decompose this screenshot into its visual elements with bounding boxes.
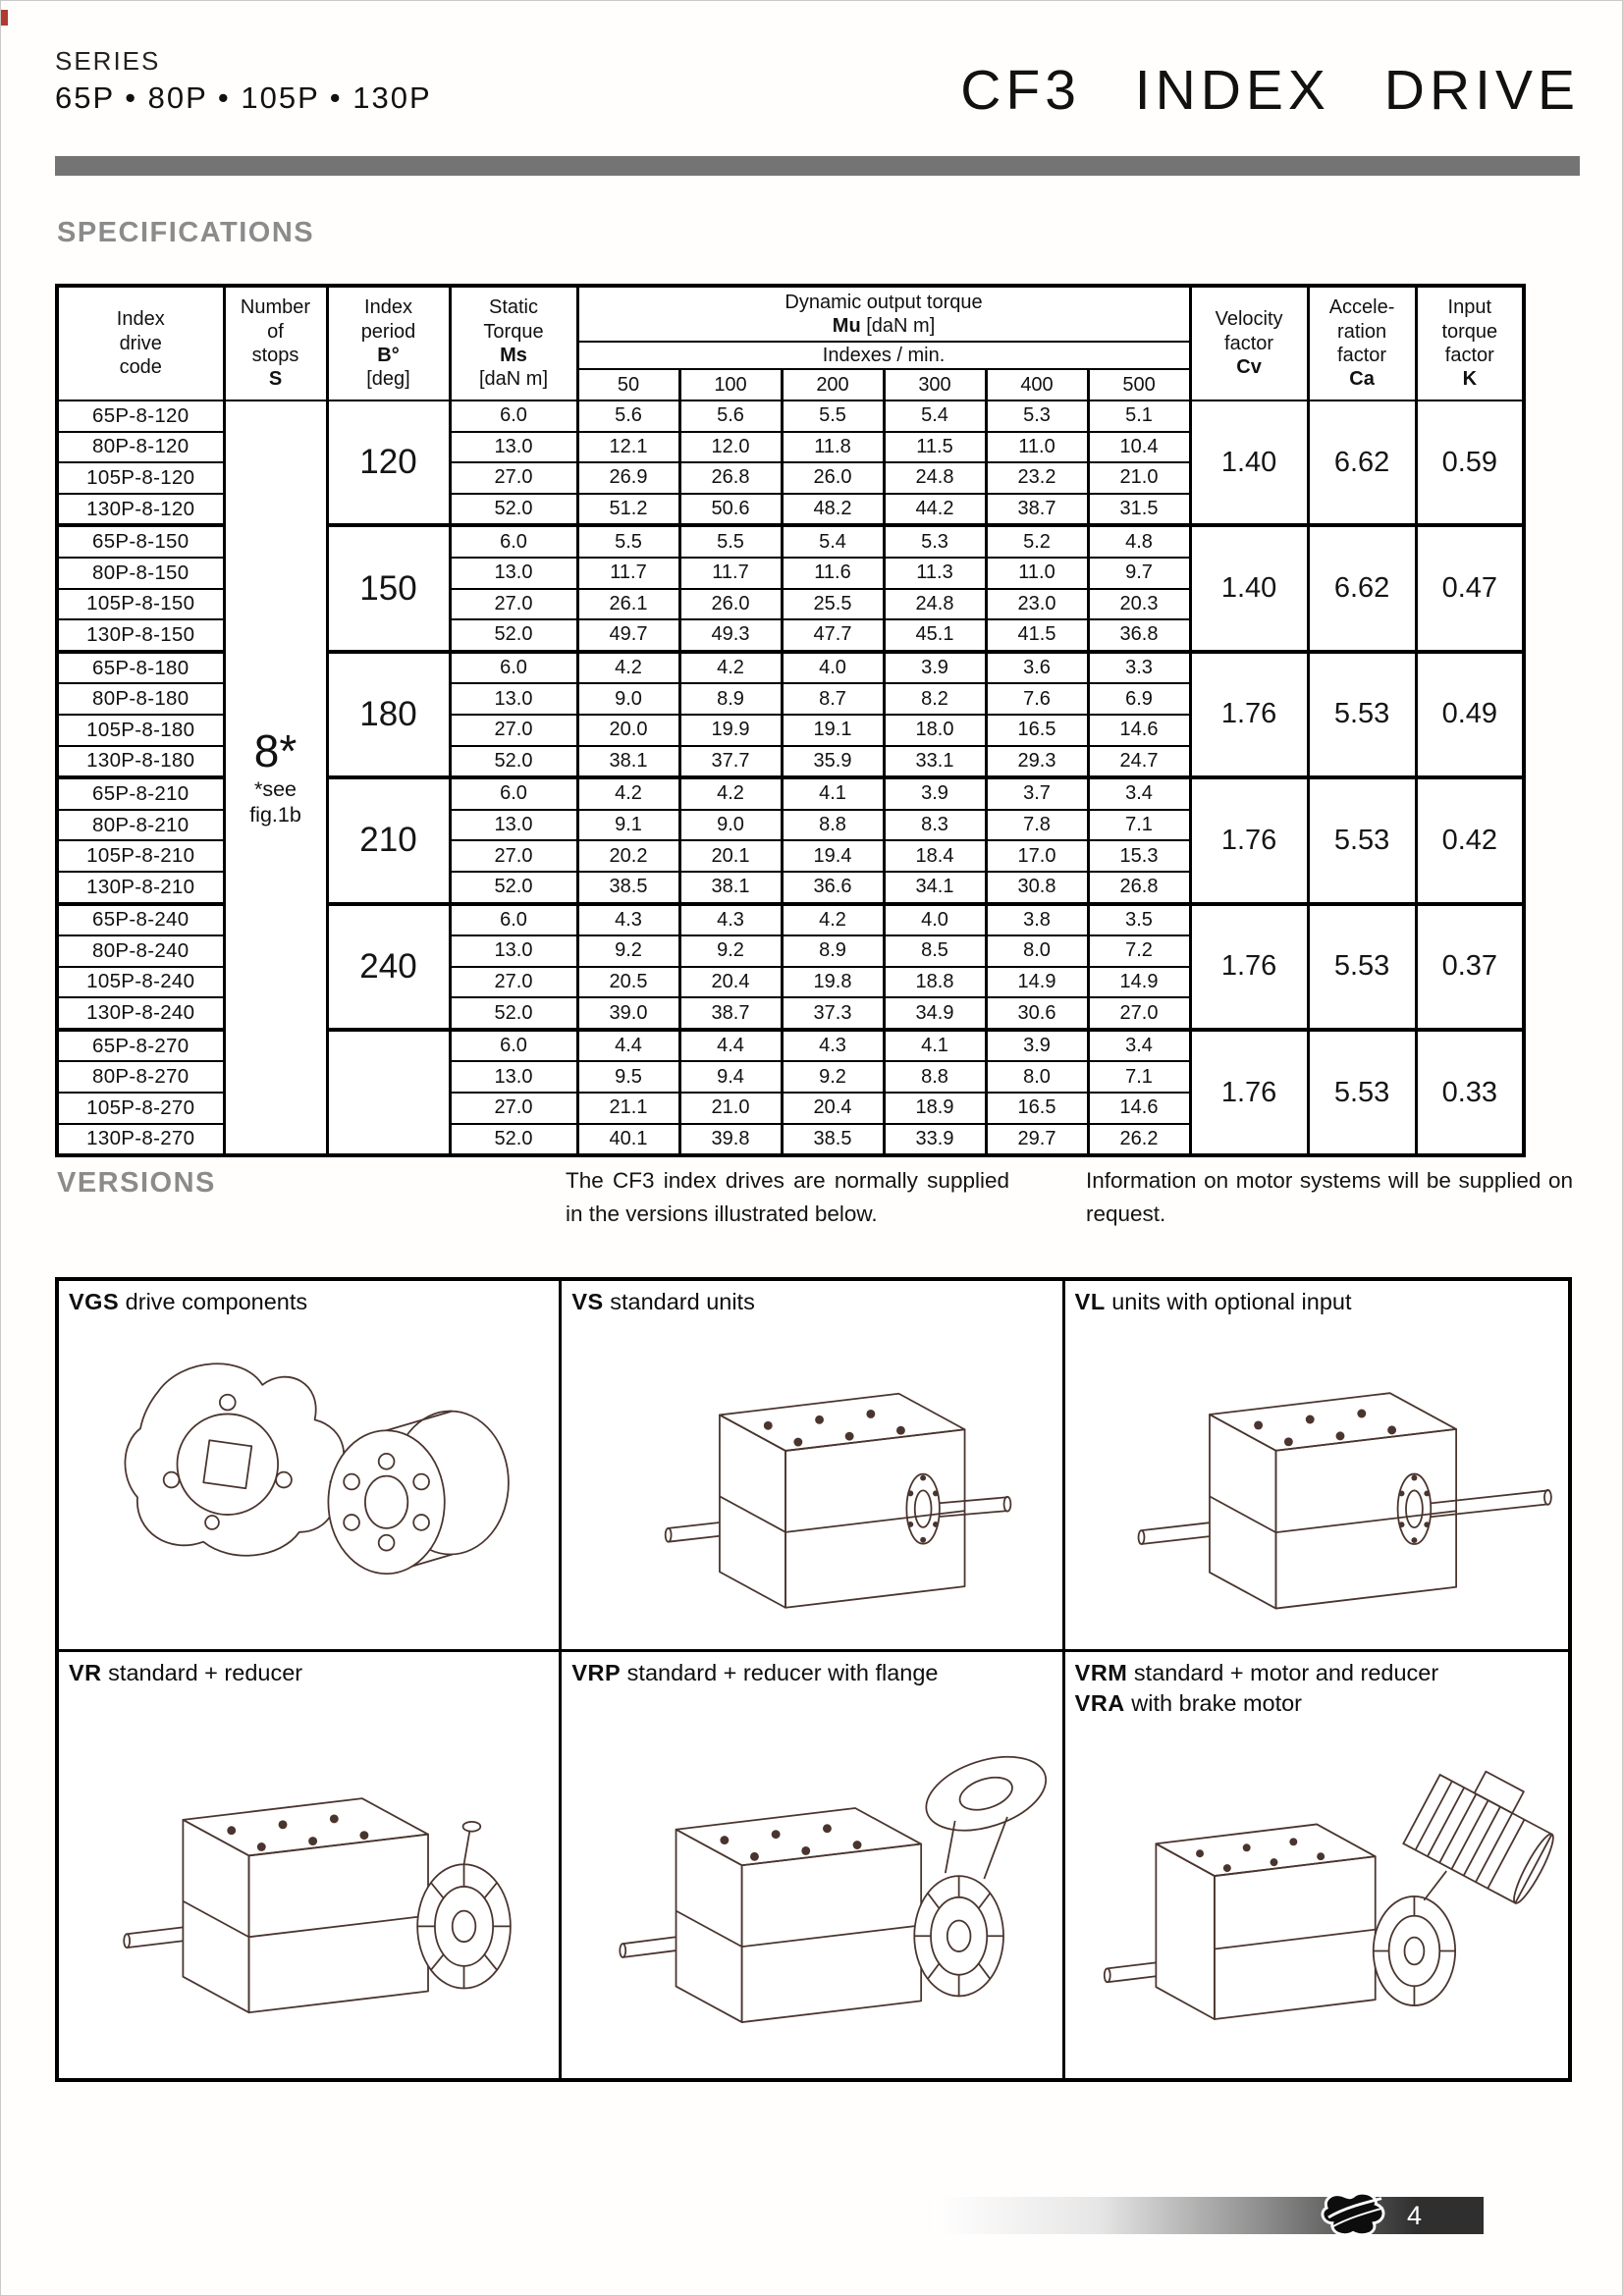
dynamic-torque-cell-50: 40.1 — [577, 1124, 679, 1156]
dynamic-torque-cell-500: 9.7 — [1088, 558, 1190, 589]
dynamic-torque-cell-200: 8.8 — [782, 810, 884, 841]
dynamic-torque-cell-200: 4.2 — [782, 904, 884, 936]
dynamic-torque-cell-200: 5.5 — [782, 400, 884, 432]
speed-col-400: 400 — [986, 369, 1088, 400]
dynamic-torque-cell-500: 20.3 — [1088, 589, 1190, 620]
dynamic-torque-cell-300: 18.9 — [884, 1093, 986, 1124]
dynamic-torque-cell-400: 3.9 — [986, 1030, 1088, 1062]
vs-illustration — [569, 1322, 1054, 1643]
dynamic-torque-cell-200: 9.2 — [782, 1061, 884, 1093]
acceleration-factor-cell: 6.62 — [1308, 525, 1416, 651]
series-label: SERIES — [55, 46, 161, 76]
dynamic-torque-cell-200: 26.0 — [782, 462, 884, 494]
dynamic-torque-cell-400: 41.5 — [986, 619, 1088, 652]
dynamic-torque-cell-400: 11.0 — [986, 432, 1088, 463]
drive-code-cell: 80P-8-150 — [57, 558, 224, 589]
stops-footnote-line2: fig.1b — [249, 803, 301, 828]
vrm-illustration — [1073, 1693, 1560, 2072]
stops-footnote-line1: *see — [253, 776, 298, 801]
dynamic-torque-cell-500: 7.1 — [1088, 810, 1190, 841]
dynamic-torque-cell-200: 37.3 — [782, 997, 884, 1030]
dynamic-torque-cell-100: 8.9 — [679, 683, 782, 715]
static-torque-cell: 27.0 — [450, 840, 577, 872]
dynamic-torque-cell-100: 11.7 — [679, 558, 782, 589]
velocity-factor-cell: 1.40 — [1190, 400, 1308, 525]
drive-code-cell: 130P-8-180 — [57, 746, 224, 778]
dynamic-torque-cell-300: 45.1 — [884, 619, 986, 652]
acceleration-factor-cell: 5.53 — [1308, 1030, 1416, 1155]
dynamic-torque-cell-300: 44.2 — [884, 494, 986, 526]
dynamic-torque-cell-100: 5.6 — [679, 400, 782, 432]
dynamic-torque-cell-100: 21.0 — [679, 1093, 782, 1124]
dynamic-torque-cell-100: 50.6 — [679, 494, 782, 526]
static-torque-cell: 27.0 — [450, 1093, 577, 1124]
static-torque-cell: 27.0 — [450, 967, 577, 998]
versions-intro-text: The CF3 index drives are normally supplied in the versions illustrated below. — [566, 1168, 1009, 1227]
static-torque-cell: 27.0 — [450, 715, 577, 746]
dynamic-torque-cell-100: 20.4 — [679, 967, 782, 998]
dynamic-torque-cell-200: 5.4 — [782, 525, 884, 558]
drive-code-cell: 80P-8-270 — [57, 1061, 224, 1093]
col-header-acceleration-factor: Accele- ration factor Ca — [1308, 286, 1416, 400]
version-label-vrm: VRM standard + motor and reducer — [1074, 1660, 1439, 1685]
static-torque-cell: 13.0 — [450, 935, 577, 967]
dynamic-torque-cell-50: 11.7 — [577, 558, 679, 589]
dynamic-torque-cell-50: 5.5 — [577, 525, 679, 558]
vr-illustration — [67, 1693, 551, 2072]
dynamic-torque-cell-50: 12.1 — [577, 432, 679, 463]
drive-code-cell: 105P-8-240 — [57, 967, 224, 998]
dynamic-torque-cell-400: 38.7 — [986, 494, 1088, 526]
version-label-vr: VR standard + reducer — [69, 1660, 303, 1685]
dynamic-torque-cell-300: 33.9 — [884, 1124, 986, 1156]
dynamic-torque-cell-100: 9.2 — [679, 935, 782, 967]
dynamic-torque-cell-200: 47.7 — [782, 619, 884, 652]
dynamic-torque-cell-50: 4.2 — [577, 777, 679, 810]
dynamic-torque-cell-400: 17.0 — [986, 840, 1088, 872]
version-cell-vl — [1065, 1281, 1568, 1652]
dynamic-torque-cell-300: 4.1 — [884, 1030, 986, 1062]
dynamic-torque-cell-300: 11.3 — [884, 558, 986, 589]
index-period-cell — [327, 1030, 450, 1155]
version-cell-vr — [59, 1652, 562, 2078]
header-rule — [55, 156, 1580, 176]
speed-col-500: 500 — [1088, 369, 1190, 400]
dynamic-torque-cell-50: 38.1 — [577, 746, 679, 778]
dynamic-torque-cell-100: 39.8 — [679, 1124, 782, 1156]
dynamic-torque-cell-200: 36.6 — [782, 872, 884, 904]
dynamic-torque-cell-300: 8.8 — [884, 1061, 986, 1093]
dynamic-torque-cell-200: 20.4 — [782, 1093, 884, 1124]
dynamic-torque-cell-500: 14.6 — [1088, 715, 1190, 746]
version-label-vrp: VRP standard + reducer with flange — [571, 1660, 939, 1685]
velocity-factor-cell: 1.76 — [1190, 777, 1308, 903]
drive-code-cell: 80P-8-120 — [57, 432, 224, 463]
velocity-factor-cell: 1.40 — [1190, 525, 1308, 651]
dynamic-torque-cell-50: 20.0 — [577, 715, 679, 746]
vl-illustration — [1073, 1322, 1560, 1643]
dynamic-torque-cell-100: 5.5 — [679, 525, 782, 558]
static-torque-cell: 13.0 — [450, 1061, 577, 1093]
dynamic-torque-cell-100: 19.9 — [679, 715, 782, 746]
versions-heading: VERSIONS — [57, 1167, 216, 1199]
speed-col-300: 300 — [884, 369, 986, 400]
static-torque-cell: 13.0 — [450, 432, 577, 463]
static-torque-cell: 6.0 — [450, 1030, 577, 1062]
static-torque-cell: 52.0 — [450, 997, 577, 1030]
dynamic-torque-cell-50: 4.2 — [577, 652, 679, 684]
static-torque-cell: 52.0 — [450, 494, 577, 526]
dynamic-torque-cell-50: 9.1 — [577, 810, 679, 841]
dynamic-torque-cell-200: 35.9 — [782, 746, 884, 778]
velocity-factor-cell: 1.76 — [1190, 1030, 1308, 1155]
dynamic-torque-cell-500: 4.8 — [1088, 525, 1190, 558]
specifications-table — [55, 284, 1526, 1157]
dynamic-torque-cell-200: 48.2 — [782, 494, 884, 526]
input-torque-factor-cell: 0.37 — [1416, 904, 1524, 1030]
dynamic-torque-cell-50: 5.6 — [577, 400, 679, 432]
dynamic-torque-cell-400: 3.6 — [986, 652, 1088, 684]
version-label-vl: VL units with optional input — [1074, 1289, 1352, 1314]
static-torque-cell: 13.0 — [450, 558, 577, 589]
version-cell-vrp — [562, 1652, 1064, 2078]
footer-bar — [934, 2197, 1484, 2234]
drive-code-cell: 65P-8-210 — [57, 777, 224, 810]
dynamic-torque-cell-500: 3.3 — [1088, 652, 1190, 684]
speed-col-200: 200 — [782, 369, 884, 400]
index-period-cell: 240 — [327, 904, 450, 1030]
speed-col-100: 100 — [679, 369, 782, 400]
drive-code-cell: 65P-8-180 — [57, 652, 224, 684]
speed-col-50: 50 — [577, 369, 679, 400]
scan-artifact — [1, 10, 8, 26]
dynamic-torque-cell-100: 9.4 — [679, 1061, 782, 1093]
dynamic-torque-cell-50: 21.1 — [577, 1093, 679, 1124]
version-cell-vs — [562, 1281, 1064, 1652]
dynamic-torque-cell-100: 4.2 — [679, 652, 782, 684]
static-torque-cell: 6.0 — [450, 400, 577, 432]
dynamic-torque-cell-500: 3.5 — [1088, 904, 1190, 936]
velocity-factor-cell: 1.76 — [1190, 652, 1308, 777]
static-torque-cell: 6.0 — [450, 525, 577, 558]
acceleration-factor-cell: 6.62 — [1308, 400, 1416, 525]
dynamic-torque-cell-50: 26.1 — [577, 589, 679, 620]
drive-code-cell: 105P-8-120 — [57, 462, 224, 494]
dynamic-torque-cell-400: 16.5 — [986, 715, 1088, 746]
col-header-drive-code: Index drive code — [57, 286, 224, 400]
dynamic-torque-cell-50: 20.5 — [577, 967, 679, 998]
dynamic-torque-cell-200: 19.8 — [782, 967, 884, 998]
input-torque-factor-cell: 0.59 — [1416, 400, 1524, 525]
static-torque-cell: 52.0 — [450, 872, 577, 904]
dynamic-torque-cell-400: 16.5 — [986, 1093, 1088, 1124]
dynamic-torque-cell-100: 49.3 — [679, 619, 782, 652]
static-torque-cell: 6.0 — [450, 652, 577, 684]
static-torque-cell: 52.0 — [450, 619, 577, 652]
dynamic-torque-cell-50: 9.2 — [577, 935, 679, 967]
dynamic-torque-cell-50: 20.2 — [577, 840, 679, 872]
page-title: CF3 INDEX DRIVE — [960, 59, 1580, 122]
dynamic-torque-cell-200: 11.8 — [782, 432, 884, 463]
dynamic-torque-cell-400: 30.8 — [986, 872, 1088, 904]
dynamic-torque-cell-500: 3.4 — [1088, 1030, 1190, 1062]
drive-code-cell: 65P-8-150 — [57, 525, 224, 558]
dynamic-torque-cell-300: 8.3 — [884, 810, 986, 841]
dynamic-torque-cell-100: 12.0 — [679, 432, 782, 463]
specifications-table-body — [57, 400, 1524, 1155]
version-label-vs: VS standard units — [571, 1289, 755, 1314]
dynamic-torque-cell-200: 4.3 — [782, 1030, 884, 1062]
dynamic-torque-cell-100: 26.8 — [679, 462, 782, 494]
dynamic-torque-cell-500: 5.1 — [1088, 400, 1190, 432]
dynamic-torque-cell-400: 23.0 — [986, 589, 1088, 620]
dynamic-torque-cell-500: 26.2 — [1088, 1124, 1190, 1156]
acceleration-factor-cell: 5.53 — [1308, 904, 1416, 1030]
dynamic-torque-cell-300: 11.5 — [884, 432, 986, 463]
dynamic-torque-cell-300: 4.0 — [884, 904, 986, 936]
dynamic-torque-cell-300: 3.9 — [884, 652, 986, 684]
dynamic-torque-cell-50: 9.5 — [577, 1061, 679, 1093]
drive-code-cell: 65P-8-270 — [57, 1030, 224, 1062]
dynamic-torque-cell-300: 3.9 — [884, 777, 986, 810]
dynamic-torque-cell-400: 5.3 — [986, 400, 1088, 432]
drive-code-cell: 130P-8-120 — [57, 494, 224, 526]
static-torque-cell: 27.0 — [450, 589, 577, 620]
dynamic-torque-cell-50: 4.3 — [577, 904, 679, 936]
dynamic-torque-cell-50: 38.5 — [577, 872, 679, 904]
dynamic-torque-cell-300: 8.5 — [884, 935, 986, 967]
dynamic-torque-cell-400: 29.7 — [986, 1124, 1088, 1156]
acceleration-factor-cell: 5.53 — [1308, 777, 1416, 903]
motor-systems-note: Information on motor systems will be supplied on request. — [1086, 1168, 1573, 1227]
dynamic-torque-cell-200: 4.1 — [782, 777, 884, 810]
col-header-velocity-factor: Velocity factor Cv — [1190, 286, 1308, 400]
dynamic-torque-cell-100: 37.7 — [679, 746, 782, 778]
version-cell-vgs — [59, 1281, 562, 1652]
dynamic-torque-cell-100: 26.0 — [679, 589, 782, 620]
index-period-cell: 120 — [327, 400, 450, 525]
static-torque-cell: 13.0 — [450, 810, 577, 841]
dynamic-torque-cell-400: 8.0 — [986, 935, 1088, 967]
input-torque-factor-cell: 0.47 — [1416, 525, 1524, 651]
drive-code-cell: 105P-8-150 — [57, 589, 224, 620]
col-header-static-torque: Static Torque Ms [daN m] — [450, 286, 577, 400]
dynamic-torque-cell-400: 7.8 — [986, 810, 1088, 841]
input-torque-factor-cell: 0.49 — [1416, 652, 1524, 777]
dynamic-torque-cell-50: 51.2 — [577, 494, 679, 526]
dynamic-torque-cell-200: 4.0 — [782, 652, 884, 684]
dynamic-torque-cell-300: 24.8 — [884, 462, 986, 494]
dynamic-torque-cell-300: 18.8 — [884, 967, 986, 998]
stops-value: 8* — [253, 724, 298, 776]
dynamic-torque-cell-50: 49.7 — [577, 619, 679, 652]
number-of-stops-cell — [224, 400, 327, 1155]
dynamic-torque-cell-400: 14.9 — [986, 967, 1088, 998]
dynamic-torque-cell-50: 9.0 — [577, 683, 679, 715]
dynamic-torque-cell-300: 8.2 — [884, 683, 986, 715]
static-torque-cell: 52.0 — [450, 1124, 577, 1156]
dynamic-torque-cell-500: 21.0 — [1088, 462, 1190, 494]
dynamic-torque-cell-50: 39.0 — [577, 997, 679, 1030]
dynamic-torque-cell-100: 20.1 — [679, 840, 782, 872]
index-period-cell: 180 — [327, 652, 450, 777]
dynamic-torque-cell-500: 10.4 — [1088, 432, 1190, 463]
drive-code-cell: 65P-8-120 — [57, 400, 224, 432]
dynamic-torque-cell-400: 11.0 — [986, 558, 1088, 589]
dynamic-torque-cell-500: 14.9 — [1088, 967, 1190, 998]
spec-row-65p-8-120 — [57, 400, 1524, 432]
versions-grid — [55, 1277, 1572, 2082]
dynamic-torque-cell-500: 15.3 — [1088, 840, 1190, 872]
drive-code-cell: 80P-8-180 — [57, 683, 224, 715]
page-number: 4 — [1407, 2201, 1423, 2230]
static-torque-cell: 6.0 — [450, 904, 577, 936]
velocity-factor-cell: 1.76 — [1190, 904, 1308, 1030]
specifications-heading: SPECIFICATIONS — [57, 217, 315, 248]
dynamic-torque-cell-200: 11.6 — [782, 558, 884, 589]
dynamic-torque-cell-400: 3.8 — [986, 904, 1088, 936]
input-torque-factor-cell: 0.33 — [1416, 1030, 1524, 1155]
drive-code-cell: 105P-8-180 — [57, 715, 224, 746]
dynamic-torque-cell-500: 7.2 — [1088, 935, 1190, 967]
indexes-per-min-label: Indexes / min. — [577, 342, 1190, 369]
input-torque-factor-cell: 0.42 — [1416, 777, 1524, 903]
dynamic-torque-cell-300: 24.8 — [884, 589, 986, 620]
dynamic-torque-cell-300: 34.9 — [884, 997, 986, 1030]
dynamic-torque-cell-200: 8.9 — [782, 935, 884, 967]
dynamic-torque-cell-500: 24.7 — [1088, 746, 1190, 778]
dynamic-torque-cell-50: 4.4 — [577, 1030, 679, 1062]
dynamic-torque-cell-500: 36.8 — [1088, 619, 1190, 652]
dynamic-torque-cell-300: 18.0 — [884, 715, 986, 746]
static-torque-cell: 27.0 — [450, 462, 577, 494]
dynamic-torque-cell-300: 18.4 — [884, 840, 986, 872]
dynamic-torque-cell-300: 5.3 — [884, 525, 986, 558]
static-torque-cell: 6.0 — [450, 777, 577, 810]
version-label-vgs: VGS drive components — [69, 1289, 308, 1314]
drive-code-cell: 130P-8-150 — [57, 619, 224, 652]
drive-code-cell: 130P-8-270 — [57, 1124, 224, 1156]
drive-code-cell: 130P-8-240 — [57, 997, 224, 1030]
dynamic-torque-cell-500: 26.8 — [1088, 872, 1190, 904]
dynamic-torque-cell-400: 29.3 — [986, 746, 1088, 778]
page-header — [55, 46, 1580, 179]
index-period-cell: 150 — [327, 525, 450, 651]
dynamic-torque-cell-200: 19.4 — [782, 840, 884, 872]
brand-logo-icon — [1317, 2189, 1393, 2242]
col-header-dynamic-torque: Dynamic output torque Mu [daN m] — [577, 286, 1190, 342]
vrp-illustration — [569, 1693, 1054, 2072]
dynamic-torque-cell-500: 14.6 — [1088, 1093, 1190, 1124]
dynamic-torque-cell-300: 34.1 — [884, 872, 986, 904]
drive-code-cell: 80P-8-240 — [57, 935, 224, 967]
vgs-illustration — [67, 1322, 551, 1643]
dynamic-torque-cell-400: 30.6 — [986, 997, 1088, 1030]
dynamic-torque-cell-200: 8.7 — [782, 683, 884, 715]
version-cell-vrm-vra — [1065, 1652, 1568, 2078]
dynamic-torque-cell-200: 25.5 — [782, 589, 884, 620]
dynamic-torque-cell-100: 4.3 — [679, 904, 782, 936]
dynamic-torque-cell-400: 5.2 — [986, 525, 1088, 558]
drive-code-cell: 130P-8-210 — [57, 872, 224, 904]
drive-code-cell: 105P-8-210 — [57, 840, 224, 872]
dynamic-torque-cell-50: 26.9 — [577, 462, 679, 494]
col-header-stops: Number of stops S — [224, 286, 327, 400]
col-header-index-period: Index period B° [deg] — [327, 286, 450, 400]
version-label-vra: VRA with brake motor — [1074, 1689, 1303, 1716]
series-models: 65P • 80P • 105P • 130P — [55, 80, 432, 115]
dynamic-torque-cell-200: 19.1 — [782, 715, 884, 746]
dynamic-torque-cell-500: 6.9 — [1088, 683, 1190, 715]
static-torque-cell: 52.0 — [450, 746, 577, 778]
dynamic-torque-cell-100: 9.0 — [679, 810, 782, 841]
dynamic-torque-cell-100: 38.7 — [679, 997, 782, 1030]
dynamic-torque-cell-100: 4.4 — [679, 1030, 782, 1062]
drive-code-cell: 80P-8-210 — [57, 810, 224, 841]
dynamic-torque-cell-500: 27.0 — [1088, 997, 1190, 1030]
dynamic-torque-cell-100: 38.1 — [679, 872, 782, 904]
dynamic-torque-cell-100: 4.2 — [679, 777, 782, 810]
drive-code-cell: 65P-8-240 — [57, 904, 224, 936]
col-header-input-torque-factor: Input torque factor K — [1416, 286, 1524, 400]
index-period-cell: 210 — [327, 777, 450, 903]
static-torque-cell: 13.0 — [450, 683, 577, 715]
dynamic-torque-cell-500: 7.1 — [1088, 1061, 1190, 1093]
acceleration-factor-cell: 5.53 — [1308, 652, 1416, 777]
dynamic-torque-cell-400: 3.7 — [986, 777, 1088, 810]
dynamic-torque-cell-200: 38.5 — [782, 1124, 884, 1156]
dynamic-torque-cell-300: 5.4 — [884, 400, 986, 432]
drive-code-cell: 105P-8-270 — [57, 1093, 224, 1124]
dynamic-torque-cell-500: 3.4 — [1088, 777, 1190, 810]
dynamic-torque-cell-400: 7.6 — [986, 683, 1088, 715]
dynamic-torque-cell-400: 23.2 — [986, 462, 1088, 494]
dynamic-torque-cell-300: 33.1 — [884, 746, 986, 778]
dynamic-torque-cell-500: 31.5 — [1088, 494, 1190, 526]
dynamic-torque-cell-400: 8.0 — [986, 1061, 1088, 1093]
